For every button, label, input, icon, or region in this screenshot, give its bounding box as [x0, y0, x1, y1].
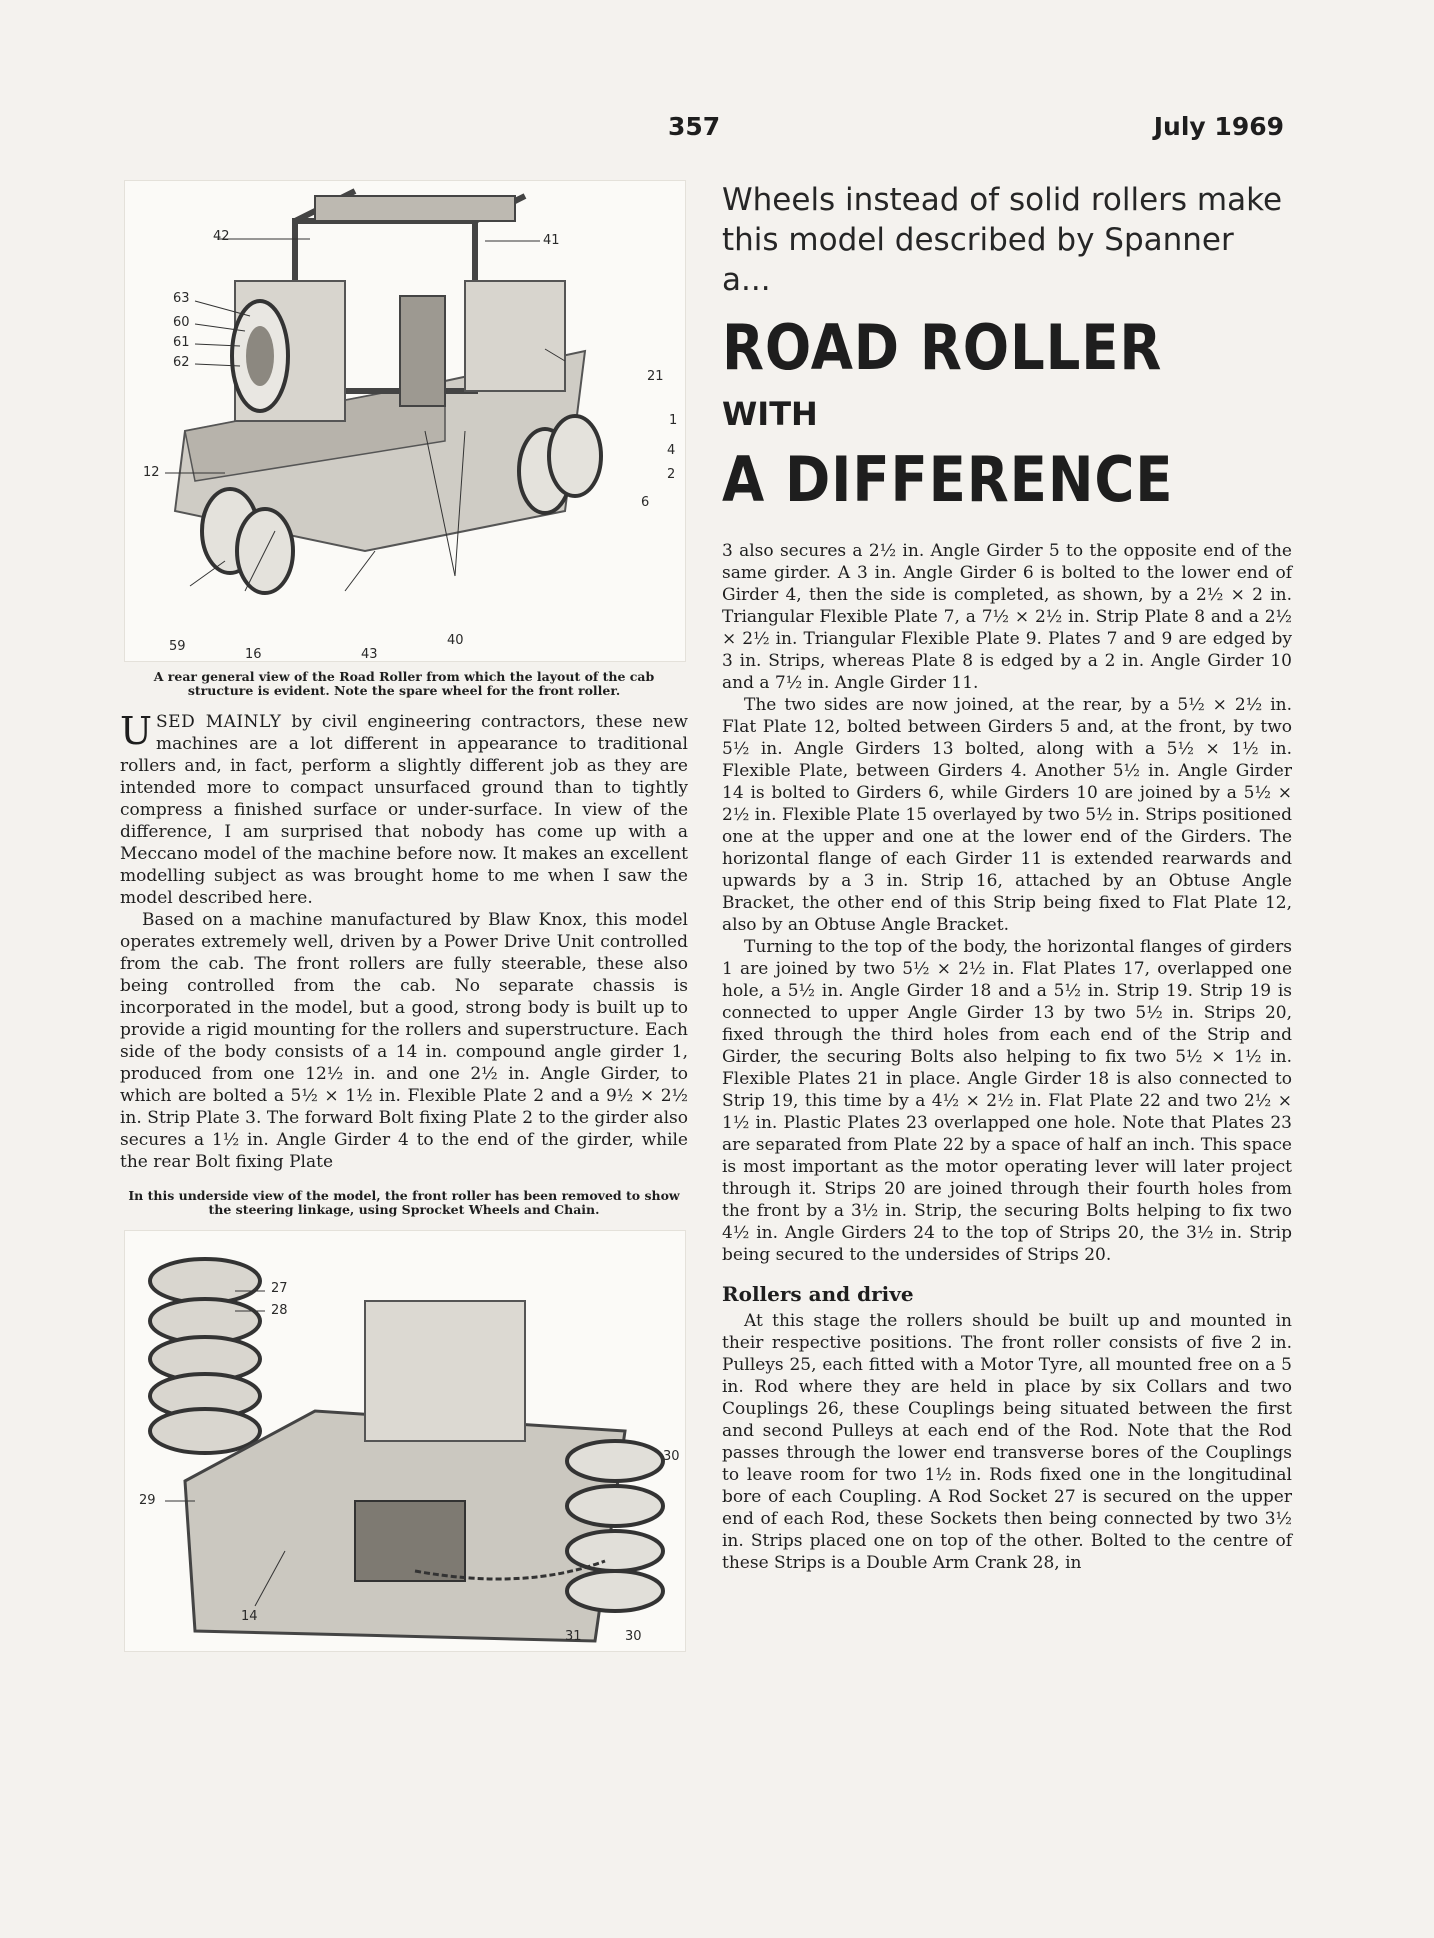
callout-21: 21	[647, 369, 664, 384]
callout-14: 14	[241, 1608, 258, 1624]
right-paragraph-3: Turning to the top of the body, the horizontal flanges of girders 1 are joined by two 5½ × 2½ in. Flat Plates 17, overlapped one hole, a 5½ in. Angle Girder 18 and a 5½ in. Strip 19. Strip 19 is connected to upper Angle Girder 13 by two 5½ in. Strips 20, fixed through the third holes from each end of the Strip and Girder, the securing Bolts also helping to fix two 5½ × 1½ in. Flexible Plates 21 in place. Angle Girder 18 is also connected to Strip 19, this time by a 4½ × 2½ in. Flat Plate 22 and two 2½ × 1½ in. Plastic Plates 23 overlapped one hole. Note that Plates 23 are separated from Plate 22 by a space of half an inch. This space is most important as the motor operating lever will later project through it. Strips 20 are joined through their fourth holes from the front by a 3½ in. Strip, the securing Bolts helping to fix two 4½ in. Angle Girders 24 to the top of Strips 20, the 3½ in. Strip being secured to the undersides of Strips 20.	[722, 937, 1292, 1265]
section-paragraph-1: At this stage the rollers should be built up and mounted in their respective positions. The front roller consists of five 2 in. Pulleys 25, each fitted with a Motor Tyre, all mounted free on a 5 in. Rod where they are held in place by six Collars and two Couplings 26, these Couplings being situated between the first and second Pulleys at each end of the Rod. Note that the Rod passes through the lower end transverse bores of the Couplings to leave room for two 1½ in. Rods fixed one in the longitudinal bore of each Coupling. A Rod Socket 27 is secured on the upper end of each Rod, these Sockets then being connected by two 3½ in. Strips placed one on top of the other. Bolted to the centre of these Strips is a Double Arm Crank 28, in	[722, 1311, 1292, 1573]
callout-62: 62	[173, 355, 190, 370]
callout-30-top: 30	[663, 1448, 680, 1464]
photo-rear-view	[124, 180, 686, 662]
intro-body: by civil engineering contractors, these new machines are a lot different in appearance to traditional rollers and, in fact, perform a slightly different job as they are intended more to compact unsurfaced ground than to tightly compress a finished surface or under-surface. In view of the difference, I am surprised that nobody has come up with a Meccano model of the machine before now. It makes an excellent modelling subject as was brought home to me when I saw the model described here.	[120, 711, 688, 908]
callout-2: 2	[667, 467, 676, 482]
article-kicker: Wheels instead of solid rollers make this model described by Spanner a...	[722, 182, 1283, 298]
callout-1: 1	[669, 413, 678, 428]
callout-30-bottom: 30	[625, 1628, 642, 1644]
callout-29: 29	[139, 1492, 156, 1508]
callout-12: 12	[143, 465, 160, 480]
section-body-text	[722, 1310, 1292, 1574]
callout-28: 28	[271, 1302, 288, 1318]
drop-cap: U	[120, 708, 153, 753]
callout-41: 41	[543, 233, 560, 248]
issue-date: July 1969	[1153, 112, 1284, 141]
callout-59: 59	[169, 639, 186, 654]
callout-27: 27	[271, 1280, 288, 1296]
lead-caps: SED MAINLY	[156, 711, 282, 732]
right-column	[722, 180, 1292, 1574]
callout-16: 16	[245, 647, 262, 662]
intro-text	[120, 708, 688, 1173]
callout-31: 31	[565, 1628, 582, 1644]
photo-underside-view	[124, 1230, 686, 1652]
road-roller-rear-illustration	[125, 181, 685, 661]
figure1-caption: A rear general view of the Road Roller from which the layout of the cab structure is evident. Note the spare wheel for the front roller.	[153, 669, 655, 699]
callout-63: 63	[173, 291, 190, 306]
callout-42: 42	[213, 229, 230, 244]
intro-paragraph	[120, 708, 688, 909]
right-paragraph-1: 3 also secures a 2½ in. Angle Girder 5 to the opposite end of the same girder. A 3 in. Angle Girder 6 is bolted to the lower end of Girder 4, then the side is completed, as shown, by a 2½ × 2 in. Triangular Flexible Plate 7, a 7½ × 2½ in. Strip Plate 8 and a 2½ × 2½ in. Triangular Flexible Plate 9. Plates 7 and 9 are edged by 3 in. Strips, whereas Plate 8 is edged by a 2 in. Angle Girder 10 and a 7½ in. Angle Girder 11.	[722, 541, 1292, 693]
left-column	[120, 180, 688, 1652]
section-heading: Rollers and drive	[722, 1282, 914, 1306]
article-title-with: WITH	[722, 395, 818, 433]
callout-4: 4	[667, 443, 676, 458]
callout-61: 61	[173, 335, 190, 350]
right-paragraph-2: The two sides are now joined, at the rear, by a 5½ × 2½ in. Flat Plate 12, bolted between Girders 5 and, at the front, by two 5½ in. Angle Girders 13 bolted, along with a 5½ × 1½ in. Flexible Plate, between Girders 4. Another 5½ in. Angle Girder 14 is bolted to Girders 6, while Girders 10 are joined by a 5½ × 2½ in. Flexible Plate 15 overlayed by two 5½ in. Strips positioned one at the upper and one at the lower end of the Girders. The horizontal flange of each Girder 11 is extended rearwards and upwards by a 3 in. Strip 16, attached by an Obtuse Angle Bracket, the other end of this Strip being fixed to Flat Plate 12, also by an Obtuse Angle Bracket.	[722, 695, 1292, 935]
callout-40: 40	[447, 633, 464, 648]
callout-60: 60	[173, 315, 190, 330]
title-block	[722, 180, 1292, 516]
page-number: 357	[668, 112, 721, 141]
figure2-caption: In this underside view of the model, the front roller has been removed to show the steering linkage, using Sprocket Wheels and Chain.	[128, 1187, 680, 1218]
left-paragraph-2: Based on a machine manufactured by Blaw Knox, this model operates extremely well, driven by a Power Drive Unit controlled from the cab. The front rollers are fully steerable, these also being controlled from the cab. No separate chassis is incorporated in the model, but a good, strong body is built up to provide a rigid mounting for the rollers and superstructure. Each side of the body consists of a 14 in. compound angle girder 1, produced from one 12½ in. and one 2½ in. Angle Girder, to which are bolted a 5½ × 1½ in. Flexible Plate 2 and a 9½ × 2½ in. Strip Plate 3. The forward Bolt fixing Plate 2 to the girder also secures a 1½ in. Angle Girder 4 to the end of the girder, while the rear Bolt fixing Plate	[120, 909, 688, 1172]
right-body-text	[722, 540, 1292, 1266]
road-roller-underside-illustration	[125, 1231, 685, 1651]
callout-6: 6	[641, 495, 650, 510]
callout-43: 43	[361, 647, 378, 662]
article-title-difference: A DIFFERENCE	[722, 443, 1174, 516]
article-title-road-roller: ROAD ROLLER	[722, 311, 1163, 384]
